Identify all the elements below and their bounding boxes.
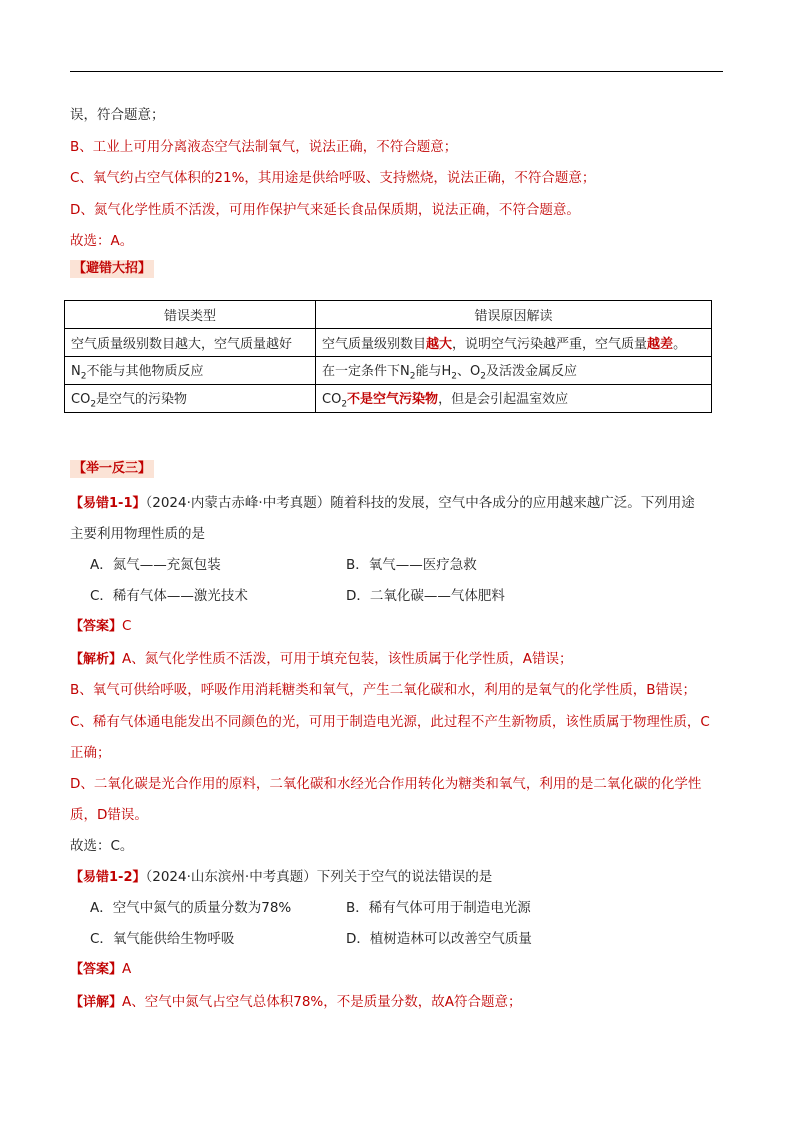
option-a: A．氮气——充氮包装 — [90, 557, 221, 573]
answer-line — [70, 615, 131, 634]
subscript: 2 — [341, 399, 348, 410]
analysis-text: A、氮气化学性质不活泼，可用于填充包装，该性质属于化学性质，A错误； — [122, 651, 573, 667]
analysis-line: D、二氧化碳是光合作用的原料，二氧化碳和水经光合作用转化为糖类和氧气，利用的是二氧化碳的化学性 — [70, 776, 702, 792]
question-label: 【易错1-2】 — [70, 870, 146, 885]
analysis-line — [70, 647, 573, 667]
cell-text: 。 — [673, 337, 687, 352]
option-a: A．空气中氮气的质量分数为78% — [90, 900, 292, 916]
analysis-label: 【解析】 — [70, 652, 123, 667]
emphasis-text: 不是空气污染物 — [347, 391, 439, 407]
question-text: 随着科技的发展，空气中各成分的应用越来越广泛。下列用途 — [330, 495, 695, 511]
answer-line: 故选：A。 — [70, 233, 134, 249]
detail-text: A、空气中氮气占空气总体积78%，不是质量分数，故A符合题意； — [122, 994, 522, 1010]
detail-line — [70, 990, 522, 1010]
option-b: B．氧气——医疗急救 — [346, 557, 477, 573]
cell-text: 空气质量级别数目 — [322, 337, 427, 352]
cell-text: CO — [71, 391, 91, 407]
cell-text: 、O — [456, 363, 481, 379]
cell-text: 在一定条件下N — [322, 363, 410, 379]
answer-value: C — [122, 618, 132, 634]
text-line: 误，符合题意； — [70, 107, 165, 123]
table-cell — [316, 385, 712, 413]
option-d: D．二氧化碳——气体肥料 — [346, 588, 505, 604]
table-header-row — [65, 301, 712, 329]
error-table — [64, 300, 712, 413]
subscript: 2 — [80, 371, 87, 382]
question-stem — [70, 491, 695, 511]
analysis-line: 正确； — [70, 745, 111, 761]
table-row — [65, 357, 712, 385]
section-tag-avoid-errors: 【避错大招】 — [70, 260, 154, 278]
question-text: 下列关于空气的说法错误的是 — [316, 869, 493, 885]
analysis-line: B、氧气可供给呼吸，呼吸作用消耗糖类和氧气，产生二氧化碳和水，利用的是氧气的化学性质，B错误； — [70, 682, 697, 698]
option-b: B．稀有气体可用于制造电光源 — [346, 900, 531, 916]
text-line: D、氮气化学性质不活泼，可用作保护气来延长食品保质期，说法正确，不符合题意。 — [70, 202, 580, 218]
table-cell: 空气质量级别数目越大，空气质量越好 — [65, 329, 316, 357]
subscript: 2 — [480, 371, 486, 382]
section-tag-practice: 【举一反三】 — [70, 460, 154, 478]
cell-text: ，说明空气污染越严重，空气质量 — [452, 337, 648, 352]
header-rule — [70, 71, 723, 72]
detail-label: 【详解】 — [70, 995, 123, 1010]
cell-text: 不能与其他物质反应 — [86, 363, 204, 379]
option-c: C．稀有气体——激光技术 — [90, 588, 248, 604]
table-cell — [316, 329, 712, 357]
cell-text: 是空气的污染物 — [96, 391, 188, 407]
subscript: 2 — [451, 371, 457, 382]
answer-label: 【答案】 — [70, 619, 123, 634]
subscript: 2 — [90, 399, 97, 410]
option-d: D．植树造林可以改善空气质量 — [346, 931, 532, 947]
cell-text: N — [71, 363, 81, 379]
question-label: 【易错1-1】 — [70, 496, 146, 511]
table-row — [65, 385, 712, 413]
conclusion-line: 故选：C。 — [70, 838, 134, 854]
table-cell — [65, 385, 316, 413]
answer-value: A — [122, 961, 132, 977]
question-stem — [70, 865, 492, 885]
cell-text: 及活泼金属反应 — [485, 363, 577, 379]
emphasis-text: 越差 — [647, 337, 674, 352]
analysis-line: C、稀有气体通电能发出不同颜色的光，可用于制造电光源，此过程不产生新物质，该性质属于物理性质，C — [70, 714, 710, 730]
cell-text: 能与H — [415, 363, 452, 379]
emphasis-text: 越大 — [426, 337, 453, 352]
question-source: （2024·内蒙古赤峰·中考真题） — [145, 495, 331, 511]
answer-label: 【答案】 — [70, 962, 123, 977]
table-cell — [316, 357, 712, 385]
table-row — [65, 329, 712, 357]
question-stem-continued: 主要利用物理性质的是 — [70, 526, 205, 542]
table-header: 错误原因解读 — [316, 301, 712, 329]
table-header: 错误类型 — [65, 301, 316, 329]
text-line: C、氧气约占空气体积的21%，其用途是供给呼吸、支持燃烧，说法正确，不符合题意； — [70, 170, 596, 186]
option-c: C．氧气能供给生物呼吸 — [90, 931, 235, 947]
cell-text: ，但是会引起温室效应 — [438, 391, 569, 407]
question-source: （2024·山东滨州·中考真题） — [145, 869, 317, 885]
text-line: B、工业上可用分离液态空气法制氧气，说法正确，不符合题意； — [70, 139, 458, 155]
answer-line — [70, 958, 131, 977]
subscript: 2 — [409, 371, 416, 382]
table-cell — [65, 357, 316, 385]
analysis-line: 质，D错误。 — [70, 807, 148, 823]
cell-text: CO — [322, 391, 342, 407]
